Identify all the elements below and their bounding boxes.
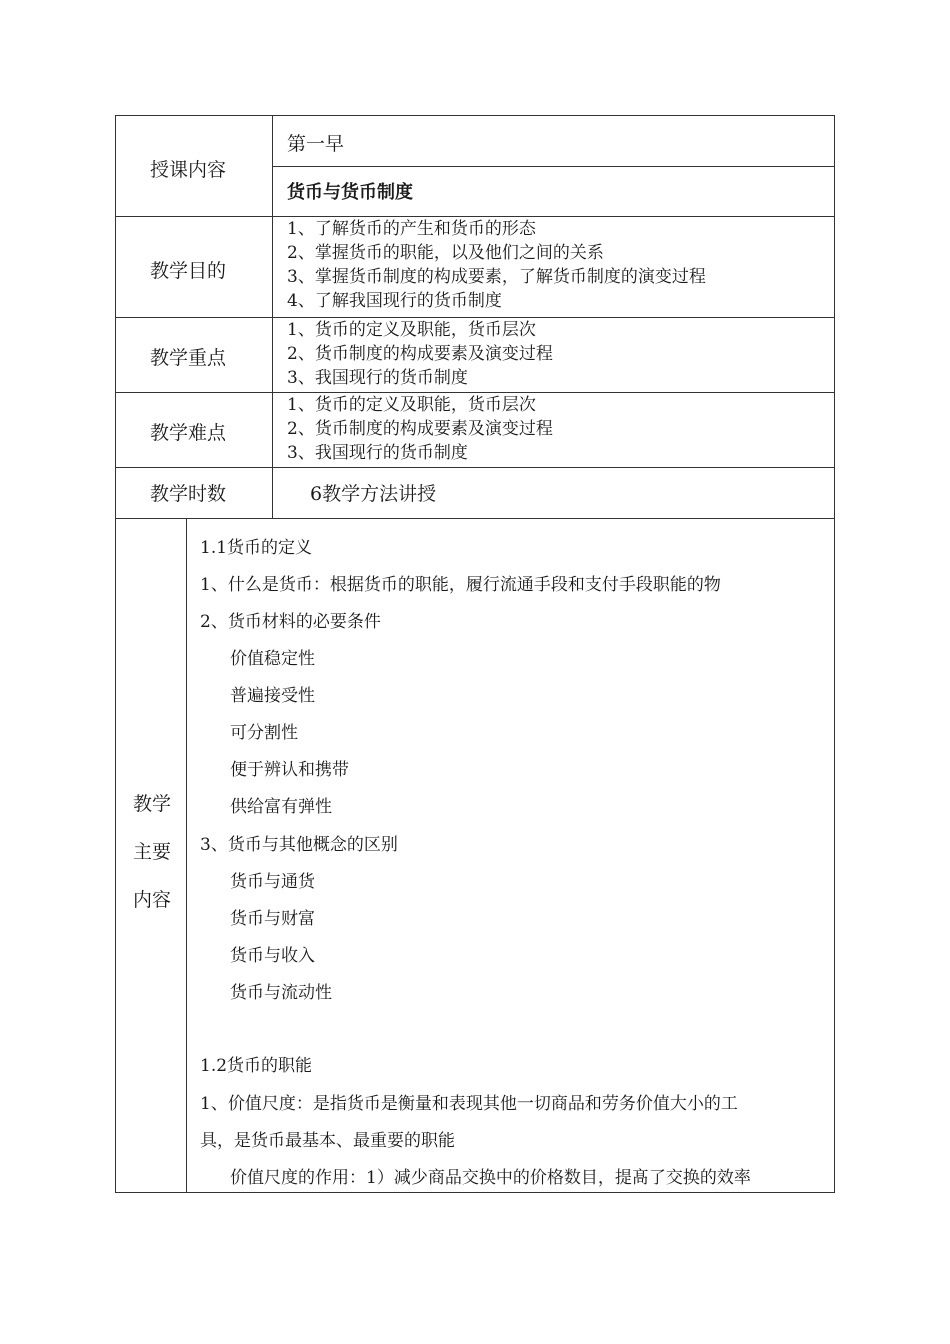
label-column-divider: [272, 115, 273, 518]
section-heading: 1.1货币的定义: [200, 538, 313, 558]
content-subitem: 货币与财富: [230, 909, 315, 929]
key-point-item: 3、我国现行的货币制度: [287, 368, 468, 388]
content-subitem: 可分割性: [230, 723, 298, 743]
table-left-border: [115, 115, 116, 1193]
content-subitem: 货币与收入: [230, 946, 315, 966]
hours-label: 教学时数: [150, 483, 227, 505]
chapter-title: 货币与货币制度: [287, 182, 413, 203]
difficulty-item: 2、货币制度的构成要素及演变过程: [287, 419, 553, 439]
main-label-line: 主要: [132, 841, 171, 863]
content-line: 具，是货币最基本、最重要的职能: [200, 1131, 455, 1151]
row-divider-4: [115, 467, 835, 468]
table-right-border: [834, 115, 835, 1193]
content-label: 授课内容: [150, 159, 227, 181]
content-subitem: 普遍接受性: [230, 686, 315, 706]
difficulty-item: 1、货币的定义及职能，货币层次: [287, 395, 536, 415]
objective-item: 2、掌握货币的职能，以及他们之间的关系: [287, 243, 604, 263]
objective-item: 4、了解我国现行的货币制度: [287, 291, 502, 311]
main-content-label: [118, 780, 186, 924]
content-subitem: 价值稳定性: [230, 649, 315, 669]
content-subitem: 货币与通货: [230, 872, 315, 892]
section-heading: 1.2货币的职能: [200, 1056, 313, 1076]
table-bottom-border: [115, 1192, 835, 1193]
content-subitem: 货币与流动性: [230, 983, 332, 1003]
objective-item: 3、掌握货币制度的构成要素，了解货币制度的演变过程: [287, 267, 706, 287]
chapter-text: 第一早: [287, 133, 345, 155]
content-subitem: 供给富有弹性: [230, 797, 332, 817]
content-row-divider: [272, 166, 835, 167]
content-subitem: 价值尺度的作用：1）减少商品交换中的价格数目，提髙了交换的效率: [230, 1168, 751, 1188]
difficulties-label: 教学难点: [150, 422, 227, 444]
content-line: 3、货币与其他概念的区别: [200, 835, 398, 855]
main-label-column-divider: [186, 518, 187, 1192]
content-line: 1、价值尺度：是指货币是衡量和表现其他一切商品和劳务价值大小的工: [200, 1094, 738, 1114]
main-label-line: 教学: [132, 793, 171, 815]
objectives-label: 教学目的: [150, 260, 227, 282]
content-line: 2、货币材料的必要条件: [200, 612, 381, 632]
row-divider-5: [115, 518, 835, 519]
key-point-item: 1、货币的定义及职能，货币层次: [287, 320, 536, 340]
table-top-border: [115, 115, 835, 116]
objective-item: 1、了解货币的产生和货币的形态: [287, 219, 536, 239]
content-line: 1、什么是货币：根据货币的职能，履行流通手段和支付手段职能的物: [200, 575, 721, 595]
main-label-line: 内容: [132, 889, 171, 911]
difficulty-item: 3、我国现行的货币制度: [287, 443, 468, 463]
hours-value: 6教学方法讲授: [310, 483, 437, 505]
key-points-label: 教学重点: [150, 347, 227, 369]
content-subitem: 便于辨认和携带: [230, 760, 349, 780]
key-point-item: 2、货币制度的构成要素及演变过程: [287, 344, 553, 364]
